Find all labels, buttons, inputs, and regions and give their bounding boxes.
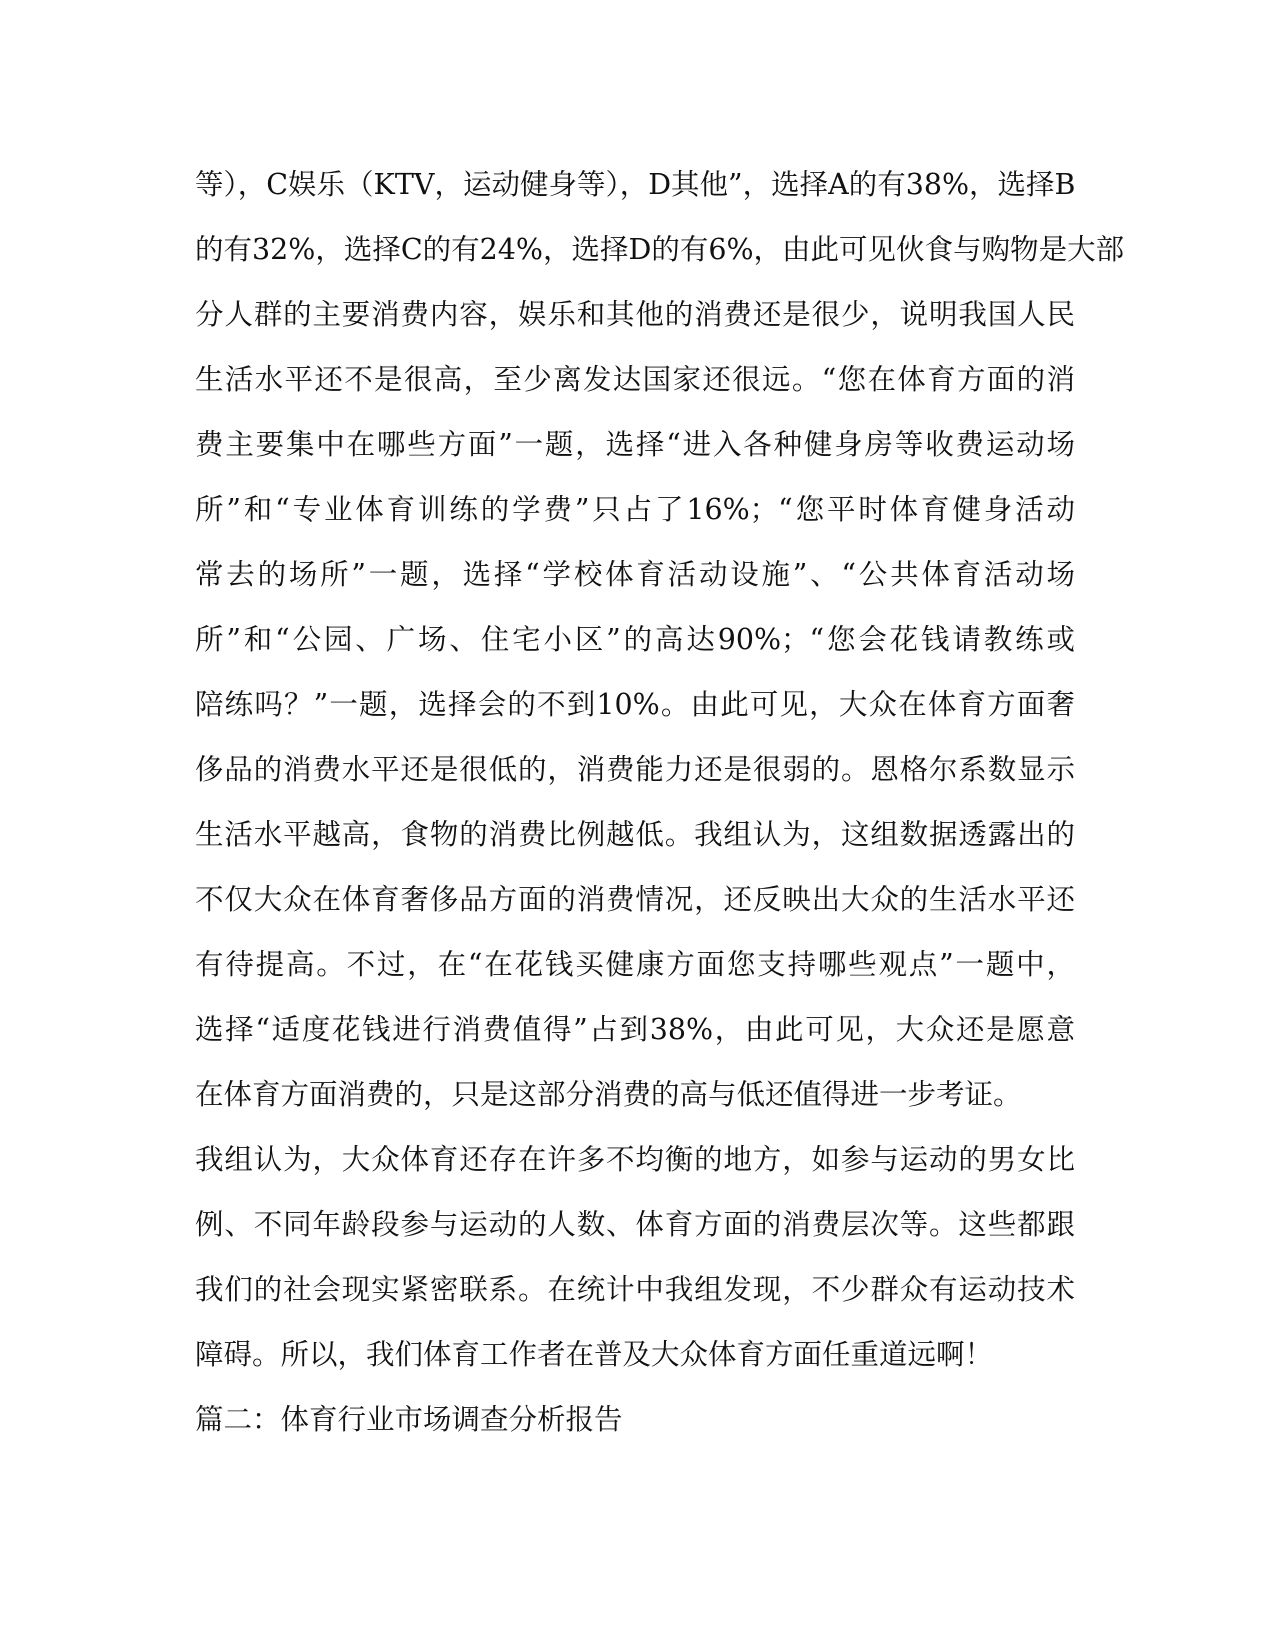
text-line: 的有32%，选择C的有24%，选择D的有6%，由此可见伙食与购物是大部 [195,233,1125,266]
section-heading-text: 篇二：体育行业市场调查分析报告 [195,1403,623,1436]
text-line: 障碍。所以，我们体育工作者在普及大众体育方面任重道远啊！ [195,1338,994,1371]
text-line: 所”和“公园、广场、住宅小区”的高达90%；“您会花钱请教练或 [195,623,1075,656]
text-line: 生活水平还不是很高，至少离发达国家还很远。“您在体育方面的消 [195,363,1075,396]
text-line: 选择“适度花钱进行消费值得”占到38%，由此可见，大众还是愿意 [195,1013,1075,1046]
text-line: 分人群的主要消费内容，娱乐和其他的消费还是很少，说明我国人民 [195,298,1075,331]
text-line: 侈品的消费水平还是很低的，消费能力还是很弱的。恩格尔系数显示 [195,753,1075,786]
text-line: 费主要集中在哪些方面”一题，选择“进入各种健身房等收费运动场 [195,428,1075,461]
text-line: 在体育方面消费的，只是这部分消费的高与低还值得进一步考证。 [195,1078,1022,1111]
text-line: 等），C娱乐（KTV，运动健身等），D其他”，选择A的有38%，选择B [195,168,1076,201]
text-line: 我组认为，大众体育还存在许多不均衡的地方，如参与运动的男女比 [195,1143,1075,1176]
text-line: 所”和“专业体育训练的学费”只占了16%；“您平时体育健身活动 [195,493,1075,526]
text-line: 生活水平越高，食物的消费比例越低。我组认为，这组数据透露出的 [195,818,1075,851]
text-line: 陪练吗？”一题，选择会的不到10%。由此可见，大众在体育方面奢 [195,688,1075,721]
text-line: 我们的社会现实紧密联系。在统计中我组发现，不少群众有运动技术 [195,1273,1075,1306]
paragraph [195,152,1125,1127]
text-line: 常去的场所”一题，选择“学校体育活动设施”、“公共体育活动场 [195,558,1075,591]
text-line: 例、不同年龄段参与运动的人数、体育方面的消费层次等。这些都跟 [195,1208,1075,1241]
text-line: 不仅大众在体育奢侈品方面的消费情况，还反映出大众的生活水平还 [195,883,1075,916]
section-heading [195,1387,1075,1452]
text-line: 有待提高。不过，在“在花钱买健康方面您支持哪些观点”一题中， [195,948,1075,981]
document-body [195,152,1125,1452]
paragraph [195,1127,1075,1387]
